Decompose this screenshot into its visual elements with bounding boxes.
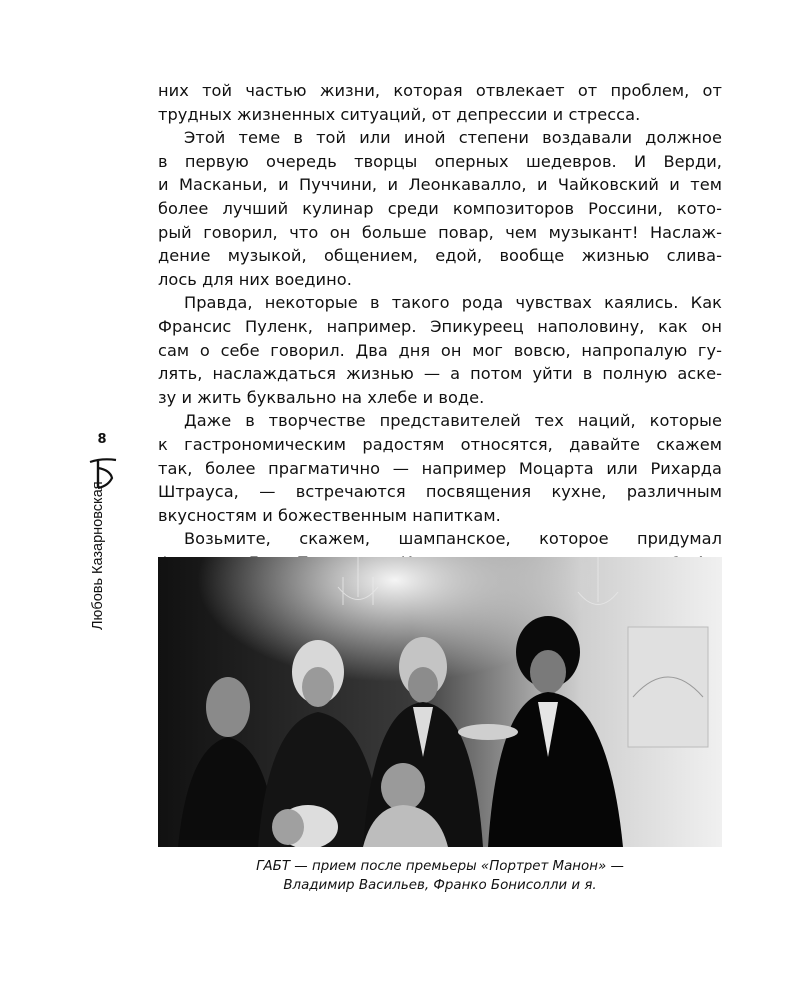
text-line: так, более прагматично — например Моцарта или Рихарда [158,458,722,478]
text-line: в первую очередь творцы оперных шедевров. И Верди, [158,151,722,171]
text-line: Даже в творчестве представителей тех наций, которые [184,411,722,431]
text-line: Возьмите, скажем, шампанское, которое придумал [184,529,722,549]
running-head-author: Любовь Казарновская [90,481,106,630]
person-child [381,763,425,811]
text-line: к гастрономическим радостям относятся, давайте скажем [158,434,722,454]
text-line: рый говорил, что он больше повар, чем музыкант! Наслаж- [158,222,722,242]
text-line: зу и жить буквально на хлебе и воде. [158,387,485,407]
text-line: лять, наслаждаться жизнью — а потом уйти в полную аске- [158,364,722,384]
text-line: них той частью жизни, которая отвлекает от проблем, от [158,81,722,100]
caption-line: ГАБТ — прием после премьеры «Портрет Манон» — [256,859,624,874]
text-line: дение музыкой, общением, едой, вообще жизнью слива- [158,246,722,266]
text-line: трудных жизненных ситуаций, от депрессии и стресса. [158,104,641,124]
text-line: Правда, некоторые в такого рода чувствах каялись. Как [184,293,722,313]
caption-line: Владимир Васильев, Франко Бонисолли и я. [283,878,597,893]
text-line: вкусностям и божественным напиткам. [158,505,501,525]
text-line: лось для них воедино. [158,269,352,289]
person-girl [206,677,250,737]
text-line: и Масканьи, и Пуччини, и Леонкавалло, и Чайковский и тем [158,175,722,195]
text-line: более лучший кулинар среди композиторов Россини, кото- [158,198,722,218]
text-line: Этой теме в той или иной степени воздавали должное [184,128,722,148]
photo-caption [158,857,722,895]
body-text [158,79,722,574]
reception-photo [158,557,722,847]
page-number: 8 [97,432,107,447]
text-line: сам о себе говорил. Два дня он мог вовсю, напропалую гу- [158,340,722,360]
text-line: Франсис Пуленк, например. Эпикуреец наполовину, как он [158,316,722,336]
text-line: Штрауса, — встречаются посвящения кухне, различным [158,482,722,502]
